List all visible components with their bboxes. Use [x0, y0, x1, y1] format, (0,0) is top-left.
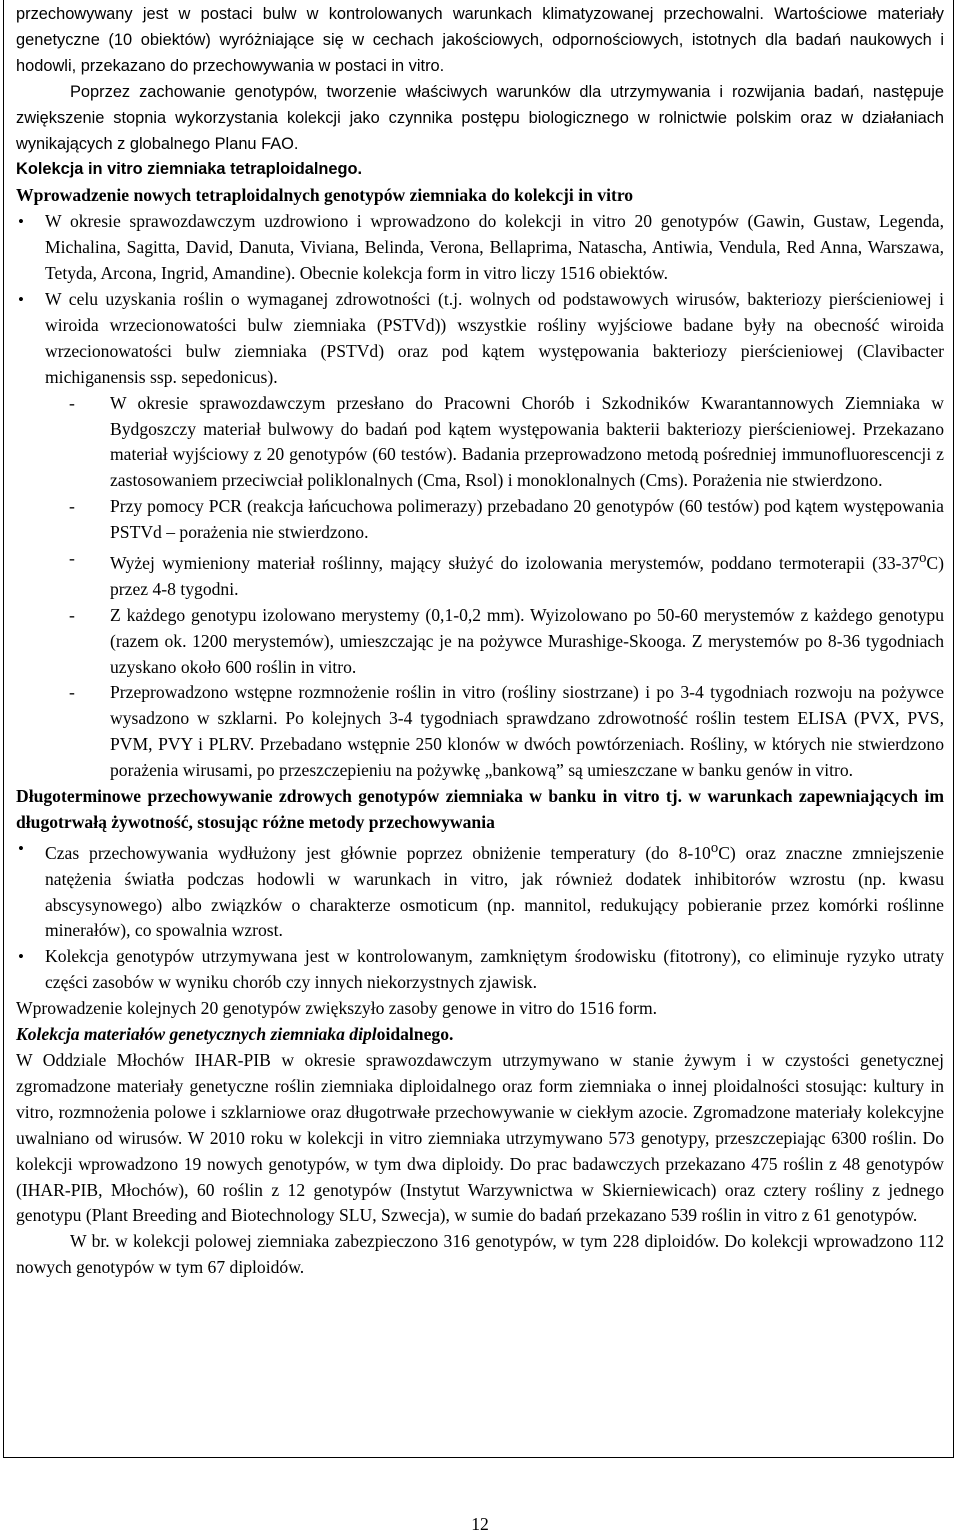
longterm-bullet-list [16, 836, 944, 996]
diploid-heading-italic: Kolekcja materiałów genetycznych ziemniaka dipl [16, 1024, 377, 1045]
list-item: - Przy pomocy PCR (reakcja łańcuchowa polimerazy) przebadano 20 genotypów (60 testów) pod kątem występowania PSTVd – porażenia nie stwierdzono. [45, 494, 944, 546]
storage-time-text: Czas przechowywania wydłużony jest głównie poprzez obniżenie temperatury (do 8-10 [45, 842, 711, 863]
summary-paragraph: Wprowadzenie kolejnych 20 genotypów zwiększyło zasoby genowe in vitro do 1516 form. [16, 998, 658, 1019]
conservation-paragraph: Poprzez zachowanie genotypów, tworzenie właściwych warunków dla utrzymywania i rozwijania badań, następuje zwiększenie stopnia wykorzystania kolekcji jako czynnika postępu biologicznego w rolnictwie polskim oraz w działaniach wynikających z globalnego Planu FAO. [16, 82, 944, 153]
intro-paragraph: przechowywany jest w postaci bulw w kontrolowanych warunkach klimatyzowanej przechowalni. Wartościowe materiały genetyczne (10 obiektów) wyróżniające się w cechach jakościowych, odpornościowych, istotnych dla badań naukowych i hodowli, przekazano do przechowywania w postaci in vitro. [16, 5, 944, 75]
thermotherapy-text: Wyżej wymieniony materiał roślinny, mający służyć do izolowania merystemów, poddano termoterapii (33-37 [110, 552, 920, 573]
tetraploid-collection-heading: Kolekcja in vitro ziemniaka tetraploidalnego. [16, 160, 363, 179]
document-body [16, 2, 944, 1281]
degree-superscript: o [710, 839, 719, 856]
list-item [16, 287, 944, 784]
list-item: • W okresie sprawozdawczym uzdrowiono i wprowadzono do kolekcji in vitro 20 genotypów (Gawin, Gustaw, Legenda, Michalina, Sagitta, David, Danuta, Viviana, Belinda, Verona, Bellaprima, Natascha, Antiwia, Vendula, Red Anna, Warszawa, Tetyda, Arcona, Ingrid, Amandine). Obecnie kolekcja form in vitro liczy 1516 obiektów. [16, 209, 944, 287]
longterm-storage-heading: Długoterminowe przechowywanie zdrowych genotypów ziemniaka w banku in vitro tj. w warunkach zapewniających im długotrwałą żywotność, stosując różne metody przechowywania [16, 786, 944, 832]
tetraploid-subheading: Wprowadzenie nowych tetraploidalnych genotypów ziemniaka do kolekcji in vitro [16, 185, 634, 206]
list-item: • Kolekcja genotypów utrzymywana jest w kontrolowanym, zamkniętym środowisku (fitotrony), co eliminuje ryzyko utraty części zasobów w wyniku chorób czy innych niekorzystnych zjawisk. [16, 944, 944, 996]
diploid-heading-rest: oidalnego. [376, 1024, 454, 1045]
list-item: - W okresie sprawozdawczym przesłano do Pracowni Chorób i Szkodników Kwarantannowych Ziemniaka w Bydgoszczy materiał bulwowy do badań pod kątem występowania bakterii bakteriozy pierścieniowej. Przekazano materiał wyjściowy z 20 genotypów (60 testów). Badania przeprowadzono metodą pośredniej immunofluorescencji z zastosowaniem przeciwciał poliklonalnych (Cma, Rsol) i monoklonalnych (Cms). Porażenia nie stwierdzono. [45, 391, 944, 495]
thermotherapy-text-end: C) przez 4-8 tygodni. [110, 552, 944, 599]
list-item: - Z każdego genotypu izolowano merystemy (0,1-0,2 mm). Wyizolowano po 50-60 merystemów z każdego genotypu (razem ok. 1200 merystemów), umieszczając je na pożywce Murashige-Skooga. Z merystemów po 8-36 tygodniach uzyskano około 600 roślin in vitro. [45, 603, 944, 681]
list-item [45, 546, 944, 603]
health-requirement-text: W celu uzyskania roślin o wymaganej zdrowotności (t.j. wolnych od podstawowych wirusów, bakteriozy pierścieniowej i wiroida wrzecionowatości bulw ziemniaka (PSTVd)) wszystkie rośliny wyjściowe badane były na obecność wiroida wrzecionowatości bulw ziemniaka (PSTVd) oraz pod kątem występowania bakteriozy pierścieniowej (Clavibacter michiganensis ssp. sepedonicus). [45, 288, 944, 387]
storage-time-text-end: C) oraz znaczne zmniejszenie natężenia światła podczas hodowli w warunkach in vitro, jak również dodatek inhibitorów wzrostu (np. kwasu abscysynowego) albo związków o charakterze osmoticum (np. mannitol, redukujący pobieranie przez komórki roślinne minerałów), co spowalnia wzrost. [45, 842, 944, 941]
field-collection-paragraph: W br. w kolekcji polowej ziemniaka zabezpieczono 316 genotypów, w tym 228 diploidów. Do kolekcji wprowadzono 112 nowych genotypów w tym 67 diploidów. [16, 1231, 944, 1278]
procedure-dash-list [45, 391, 944, 784]
tetraploid-bullet-list [16, 209, 944, 784]
page-number: 12 [471, 1514, 489, 1534]
degree-superscript: o [919, 550, 927, 567]
diploid-collection-heading [16, 1022, 944, 1048]
list-item: - Przeprowadzono wstępne rozmnożenie roślin in vitro (rośliny siostrzane) i po 3-4 tygodniach rozwoju na pożywce wysadzono w szklarni. Po kolejnych 3-4 tygodniach sprawdzano zdrowotność roślin testem ELISA (PVX, PVS, PVM, PVY i PLRV. Przebadano wstępnie 250 klonów w dwóch powtórzeniach. Rośliny, w których nie stwierdzono porażenia wirusami, po przeszczepieniu na pożywkę „bankową” są umieszczane w banku genów in vitro. [45, 680, 944, 784]
list-item [16, 836, 944, 944]
diploid-paragraph: W Oddziale Młochów IHAR-PIB w okresie sprawozdawczym utrzymywano w stanie żywym i w czystości genetycznej zgromadzone materiały genetyczne roślin ziemniaka diploidalnego oraz form ziemniaka o innej ploidalności stosując: kultury in vitro, rozmnożenia polowe i szklarniowe oraz długotrwałe przechowywanie w ciekłym azocie. Zgromadzone materiały kolekcyjne uwalniano od wirusów. W 2010 roku w kolekcji in vitro ziemniaka utrzymywano 573 genotypy, przeszczepiając 6300 roślin. Do kolekcji wprowadzono 19 nowych genotypów, w tym dwa diploidy. Do prac badawczych przekazano 475 roślin z 48 genotypów (IHAR-PIB, Młochów), 60 roślin z 12 genotypów (Instytut Warzywnictwa w Skierniewicach) oraz cztery rośliny z jednego genotypu (Plant Breeding and Biotechnology SLU, Szwecja), w sumie do badań przekazano 539 roślin in vitro z 61 genotypów. [16, 1049, 944, 1226]
